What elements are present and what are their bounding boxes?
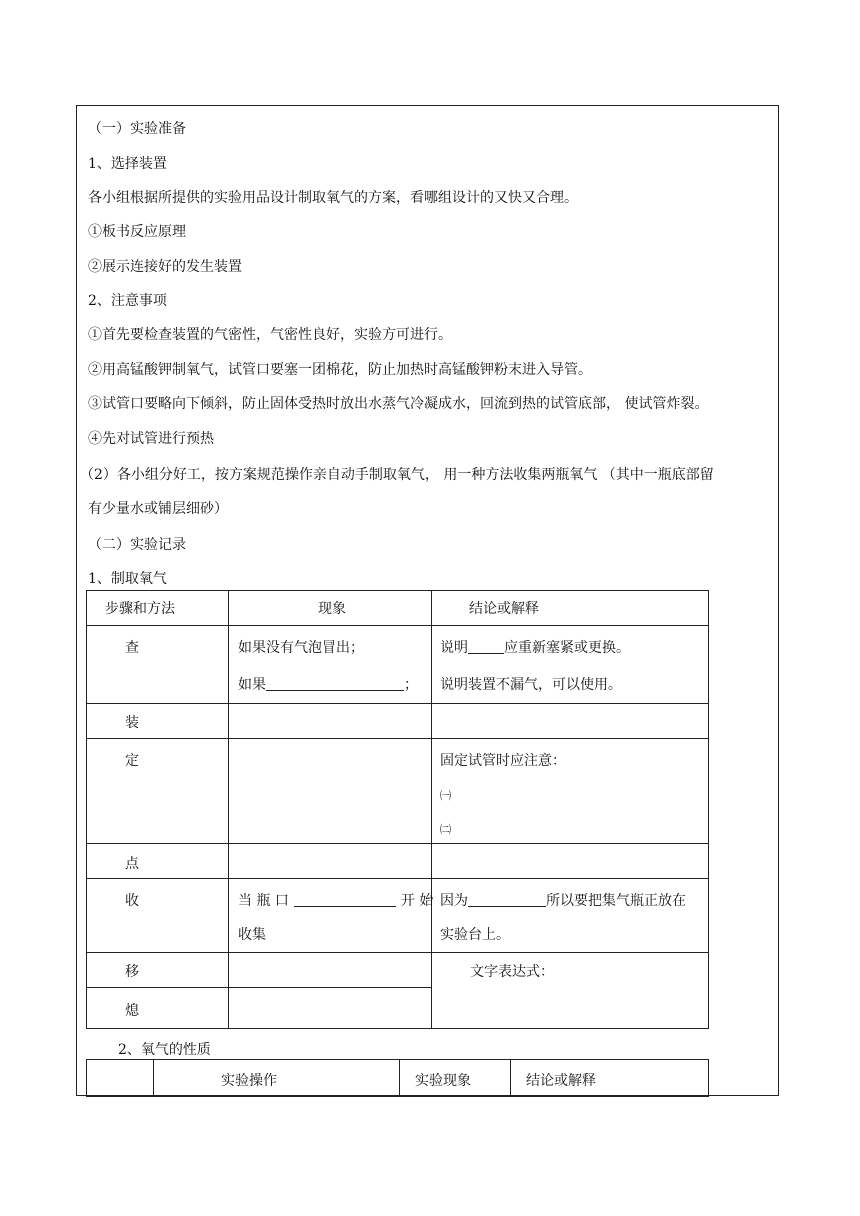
answer-blank[interactable]: [266, 676, 404, 691]
answer-blank[interactable]: [468, 892, 546, 907]
step-cell: 移: [125, 964, 139, 980]
header-cell: 实验现象: [400, 1060, 511, 1097]
section-prep-heading: （一）实验准备: [88, 121, 186, 137]
table-row: [87, 879, 709, 953]
phenomenon-cell: [229, 988, 432, 1029]
phenomenon-cell: [229, 953, 432, 988]
phenomenon-cell: 当 瓶 口 开 始 收集: [229, 879, 432, 953]
header-cell: 结论或解释: [511, 1060, 709, 1097]
oxygen-properties-table: [86, 1059, 709, 1097]
phenomenon-cell: [229, 704, 432, 739]
expression-cell: 文字表达式：: [432, 953, 709, 1029]
table-header-row: [87, 1060, 709, 1097]
header-cell: 步骤和方法: [87, 591, 229, 626]
step-apparatus: ②展示连接好的发生装置: [88, 259, 242, 275]
phenomenon-cell: [229, 844, 432, 879]
header-cell: [87, 1060, 154, 1097]
step-principle: ①板书反应原理: [88, 224, 186, 240]
step-cell: 收: [125, 893, 139, 909]
conclusion-cell: [432, 704, 709, 739]
task-line-1: （2）各小组分好工，按方案规范操作亲自动手制取氧气， 用一种方法收集两瓶氧气 （其中一瓶底部留: [80, 467, 714, 483]
answer-blank[interactable]: [468, 639, 504, 654]
conclusion-cell: 因为 所以要把集气瓶正放在 实验台上。: [432, 879, 709, 953]
step-cell: 定: [125, 753, 139, 769]
header-cell: 现象: [229, 591, 432, 626]
table-row: [87, 704, 709, 739]
oxygen-properties-heading: 2、氧气的性质: [118, 1042, 211, 1058]
phenomenon-cell: 如果没有气泡冒出； 如果 ；: [229, 626, 432, 704]
step-cell: 熄: [125, 1003, 139, 1019]
table-row: [87, 739, 709, 844]
table-row: [87, 953, 709, 988]
answer-blank[interactable]: [294, 892, 396, 907]
task-line-2: 有少量水或铺层细砂）: [88, 501, 228, 517]
produce-oxygen-heading: 1、制取氧气: [88, 571, 167, 587]
step-cell: 查: [87, 626, 229, 704]
step-cell: 点: [125, 856, 139, 872]
conclusion-cell: 固定试管时应注意： ㈠ ㈡: [432, 739, 709, 844]
note-1: ①首先要检查装置的气密性，气密性良好，实验方可进行。: [88, 327, 452, 343]
phenomenon-cell: [229, 739, 432, 844]
header-cell: 结论或解释: [432, 591, 709, 626]
select-device-text: 各小组根据所提供的实验用品设计制取氧气的方案，看哪组设计的又快又合理。: [88, 190, 578, 206]
conclusion-cell: 说明 应重新塞紧或更换。 说明装置不漏气，可以使用。: [432, 626, 709, 704]
notes-heading: 2、注意事项: [88, 293, 167, 309]
header-cell: 实验操作: [154, 1060, 400, 1097]
conclusion-cell: [432, 844, 709, 879]
table-row: [87, 844, 709, 879]
note-2: ②用高锰酸钾制氧气，试管口要塞一团棉花，防止加热时高锰酸钾粉末进入导管。: [88, 362, 592, 378]
note-3: ③试管口要略向下倾斜，防止固体受热时放出水蒸气冷凝成水，回流到热的试管底部， 使试管炸裂。: [88, 396, 709, 412]
select-device-heading: 1、选择装置: [88, 156, 167, 172]
note-4: ④先对试管进行预热: [88, 431, 214, 447]
oxygen-production-table: [86, 590, 709, 1029]
table-row: [87, 626, 709, 704]
section-record-heading: （二）实验记录: [88, 537, 186, 553]
step-cell: 装: [125, 715, 139, 731]
table-header-row: [87, 591, 709, 626]
